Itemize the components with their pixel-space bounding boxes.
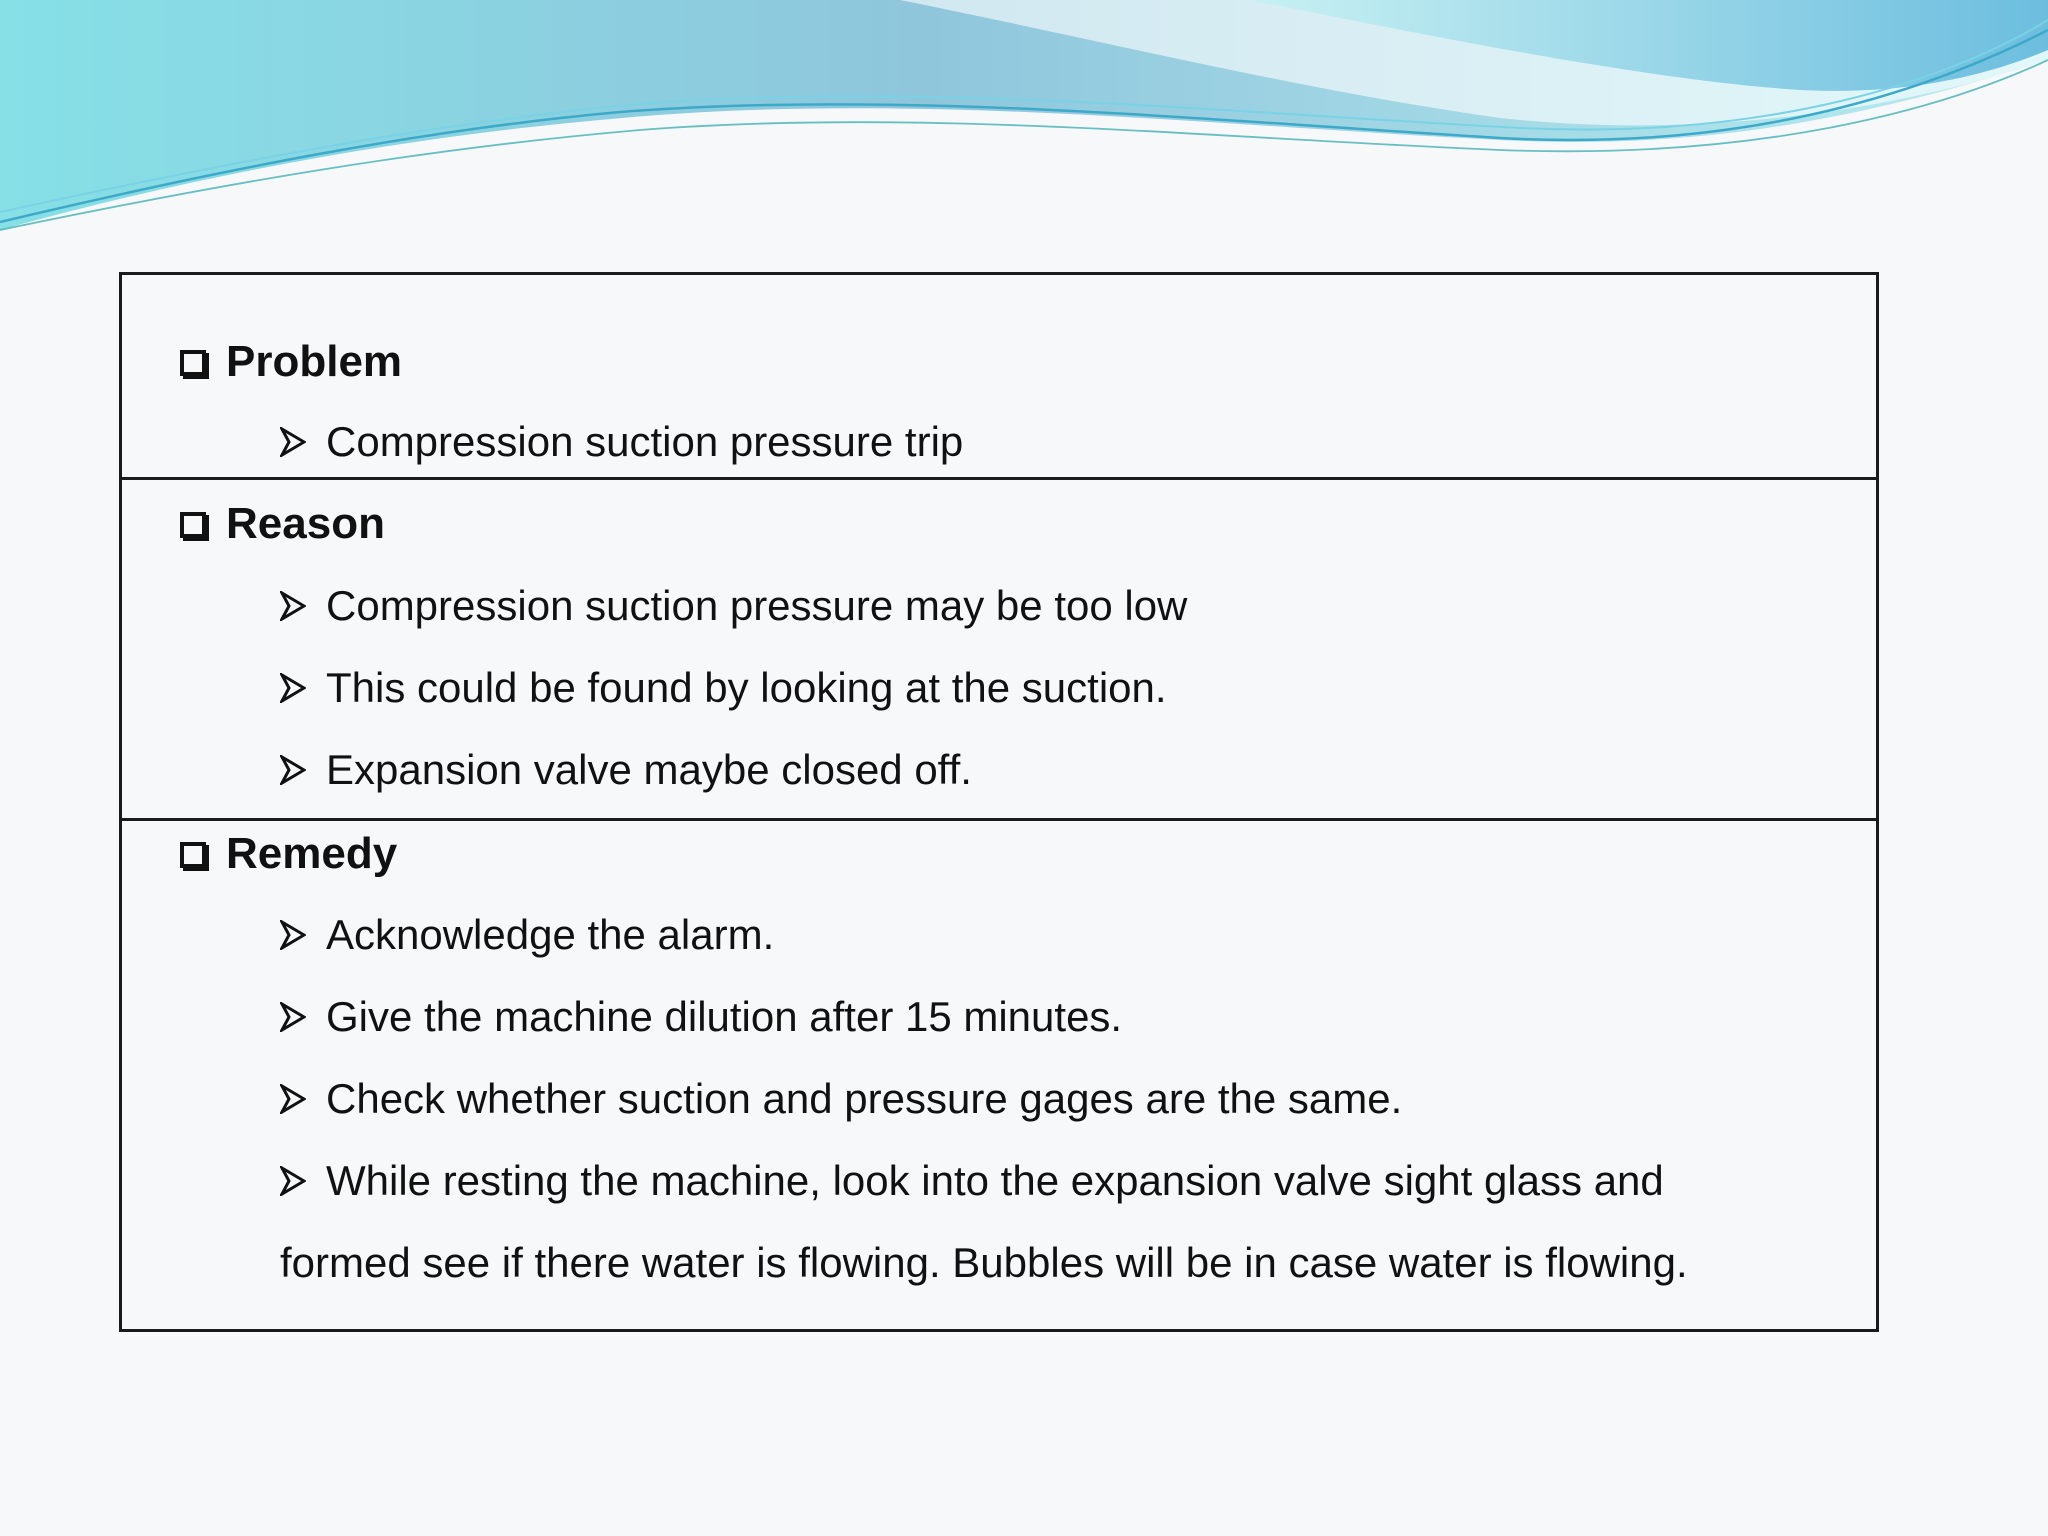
checkbox-square-icon bbox=[180, 842, 206, 868]
remedy-item-text: Give the machine dilution after 15 minutes. bbox=[326, 993, 1123, 1040]
problem-heading-text: Problem bbox=[226, 337, 403, 386]
remedy-item-text: Acknowledge the alarm. bbox=[326, 911, 775, 958]
remedy-item-text: Check whether suction and pressure gages are the same. bbox=[326, 1075, 1403, 1122]
arrow-bullet-icon bbox=[280, 755, 306, 785]
arrow-bullet-icon bbox=[280, 1084, 306, 1114]
reason-item bbox=[280, 664, 1167, 711]
reason-item-text: This could be found by looking at the suction. bbox=[326, 664, 1167, 711]
reason-item bbox=[280, 746, 972, 793]
remedy-heading bbox=[180, 829, 398, 878]
remedy-item bbox=[280, 1157, 1664, 1204]
remedy-heading-text: Remedy bbox=[226, 829, 398, 878]
section-remedy bbox=[122, 821, 1876, 1329]
decorative-wave-banner bbox=[0, 0, 2048, 260]
reason-item-text: Compression suction pressure may be too low bbox=[326, 582, 1188, 629]
section-reason bbox=[122, 480, 1876, 821]
remedy-item bbox=[280, 993, 1123, 1040]
arrow-bullet-icon bbox=[280, 1002, 306, 1032]
arrow-bullet-icon bbox=[280, 427, 306, 457]
reason-heading bbox=[180, 499, 385, 548]
reason-heading-text: Reason bbox=[226, 499, 385, 548]
remedy-item bbox=[280, 1075, 1403, 1122]
remedy-item-continuation: formed see if there water is flowing. Bubbles will be in case water is flowing. bbox=[280, 1239, 1688, 1286]
arrow-bullet-icon bbox=[280, 673, 306, 703]
problem-item bbox=[280, 418, 964, 465]
problem-item-text: Compression suction pressure trip bbox=[326, 418, 964, 465]
arrow-bullet-icon bbox=[280, 591, 306, 621]
checkbox-square-icon bbox=[180, 512, 206, 538]
problem-heading bbox=[180, 337, 403, 386]
remedy-item bbox=[280, 911, 775, 958]
reason-item bbox=[280, 582, 1188, 629]
reason-item-text: Expansion valve maybe closed off. bbox=[326, 746, 972, 793]
checkbox-square-icon bbox=[180, 350, 206, 376]
remedy-item-text: While resting the machine, look into the expansion valve sight glass and bbox=[326, 1157, 1664, 1204]
content-table bbox=[119, 272, 1879, 1332]
arrow-bullet-icon bbox=[280, 920, 306, 950]
arrow-bullet-icon bbox=[280, 1166, 306, 1196]
section-problem bbox=[122, 275, 1876, 480]
